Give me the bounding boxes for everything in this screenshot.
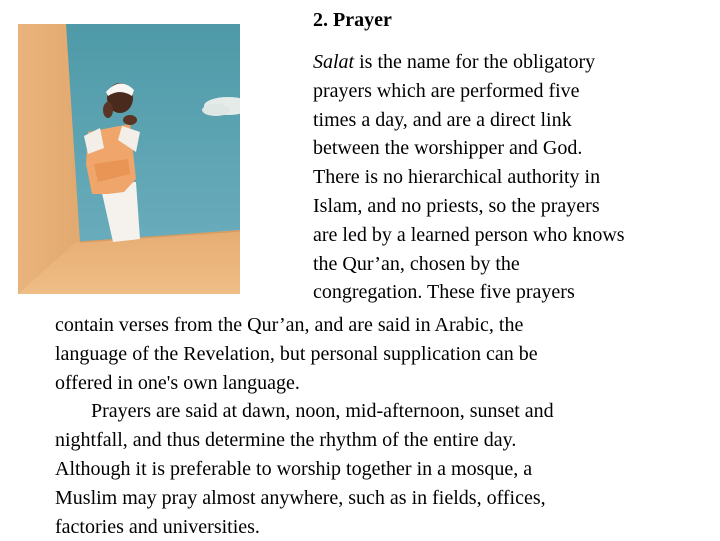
text-line: offered in one's own language. [55, 371, 300, 394]
text-line: times a day, and are a direct link [313, 108, 572, 131]
paragraph-2-first-line: Prayers are said at dawn, noon, mid-afternoon, sunset and [91, 400, 554, 423]
salat-term: Salat [313, 51, 355, 73]
text-line: prayers which are performed five [313, 79, 580, 102]
text-line: Although it is preferable to worship together in a mosque, a [55, 457, 533, 480]
text-line: There is no hierarchical authority in [313, 166, 601, 189]
body-text-full-width [55, 311, 554, 541]
text-line: language of the Revelation, but personal supplication can be [55, 342, 538, 365]
text-line: between the worshipper and God. [313, 137, 583, 160]
paragraph-1-wrapped [313, 48, 625, 307]
text-line: are led by a learned person who knows [313, 223, 625, 246]
text-line: Salat is the name for the obligatory [313, 51, 596, 73]
text-line: congregation. These five prayers [313, 281, 575, 304]
text-line: Muslim may pray almost anywhere, such as in fields, offices, [55, 486, 546, 509]
prayer-photo [18, 24, 240, 294]
text-line: Islam, and no priests, so the prayers [313, 194, 600, 217]
text-line: the Qur’an, chosen by the [313, 252, 520, 275]
section-heading: 2. Prayer [313, 9, 392, 31]
text-line: factories and universities. [55, 515, 260, 538]
text-line: contain verses from the Qur’an, and are said in Arabic, the [55, 314, 524, 336]
text-line: nightfall, and thus determine the rhythm of the entire day. [55, 429, 517, 452]
